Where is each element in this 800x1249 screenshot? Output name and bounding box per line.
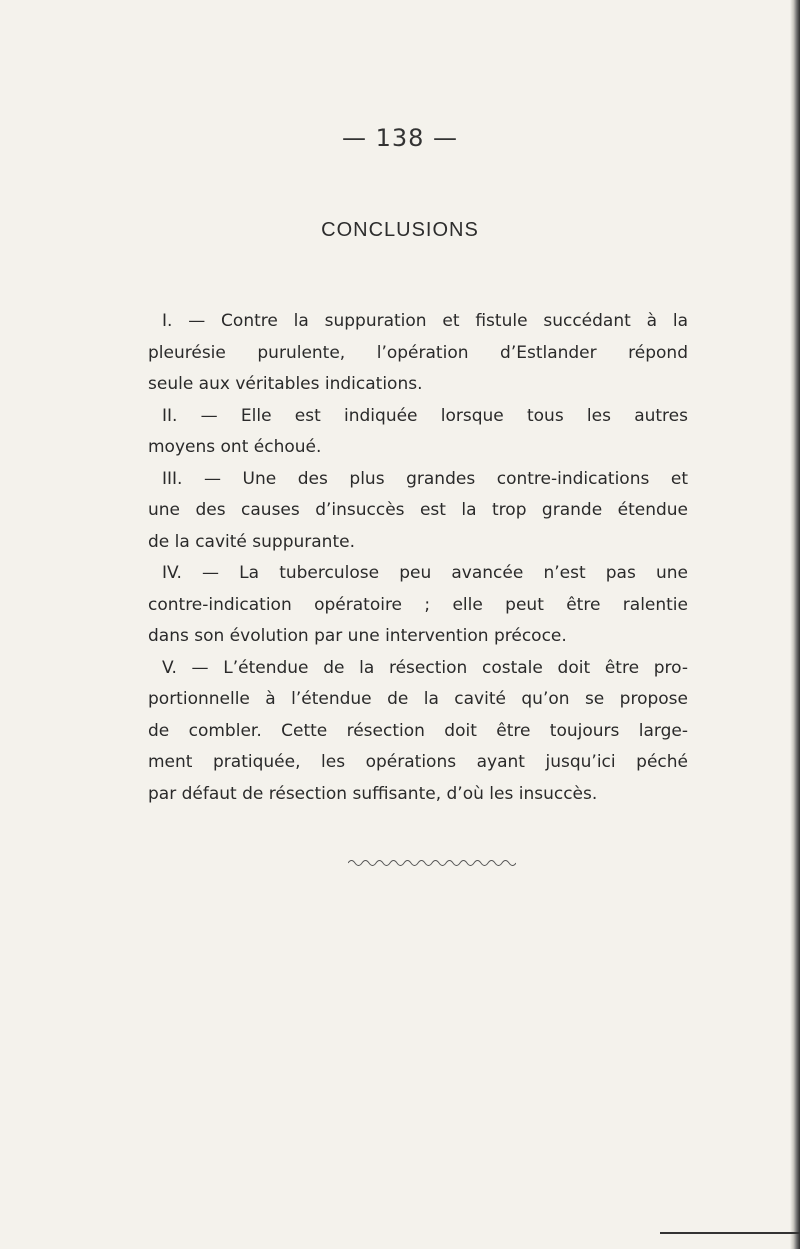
text-line: seule aux véritables indications. (148, 374, 423, 394)
text-line: une des causes d’insuccès est la trop grande étendue (148, 500, 688, 520)
conclusion-paragraph-2 (148, 401, 688, 464)
text-line: pleurésie purulente, l’opération d’Estlander répond (148, 342, 688, 363)
text-line: I. — Contre la suppuration et fistule succédant à la (162, 311, 688, 331)
page-number: — 138 — (341, 124, 459, 152)
conclusion-paragraph-1 (148, 306, 688, 401)
text-line: contre-indication opératoire ; elle peut être ralentie (148, 594, 688, 615)
text-line: de la cavité suppurante. (148, 531, 355, 552)
conclusion-paragraph-4 (148, 558, 688, 653)
text-line: de combler. Cette résection doit être toujours large- (148, 720, 688, 741)
text-line: par défaut de résection suffisante, d’où les insuccès. (148, 783, 598, 804)
text-line: III. — Une des plus grandes contre-indications et (162, 468, 688, 489)
text-line: ment pratiquée, les opérations ayant jusqu’ici péché (148, 752, 688, 772)
text-line: IV. — La tuberculose peu avancée n’est pas une (162, 563, 688, 583)
text-line: moyens ont échoué. (148, 437, 322, 457)
wavy-ornament-divider (348, 858, 516, 866)
conclusion-paragraph-3 (148, 464, 688, 559)
text-line: V. — L’étendue de la résection costale doit être pro- (162, 657, 688, 678)
page-bottom-edge (660, 1232, 800, 1234)
text-line: dans son évolution par une intervention précoce. (148, 626, 567, 646)
text-line: II. — Elle est indiquée lorsque tous les autres (162, 405, 688, 426)
page-edge-shadow (790, 0, 800, 1249)
conclusions-body (148, 306, 688, 810)
section-heading: CONCLUSIONS (321, 219, 479, 241)
conclusion-paragraph-5 (148, 653, 688, 811)
text-line: portionnelle à l’étendue de la cavité qu’on se propose (148, 689, 688, 709)
